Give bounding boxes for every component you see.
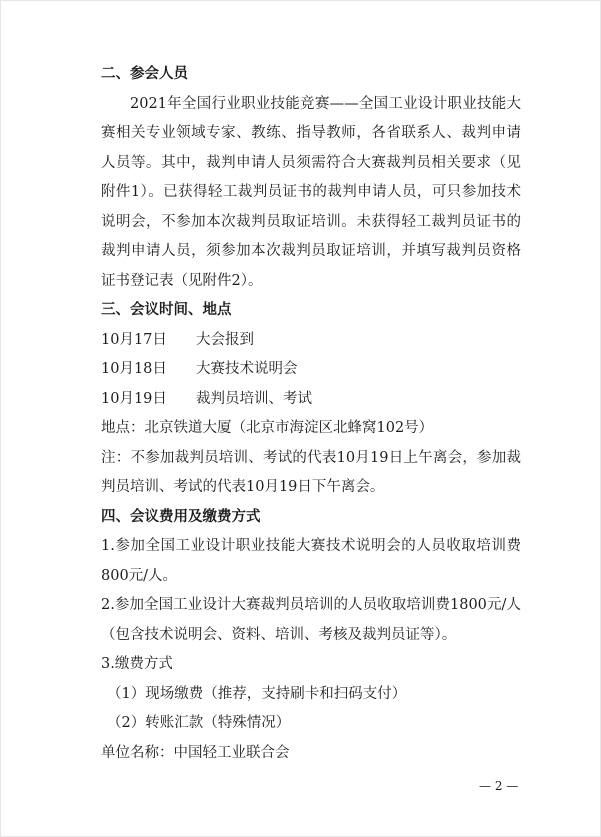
payment-method-transfer: （2）转账汇款（特殊情况） bbox=[107, 715, 291, 731]
schedule-event: 大会报到 bbox=[196, 331, 254, 348]
page-number: — 2 — bbox=[479, 779, 519, 793]
section-heading-time-location: 三、会议时间、地点 bbox=[101, 302, 232, 318]
schedule-row bbox=[101, 385, 521, 415]
page-content bbox=[101, 60, 521, 768]
schedule-event: 大赛技术说明会 bbox=[196, 361, 298, 377]
note-paragraph: 注：不参加裁判员培训、考试的代表10月19日上午离会，参加裁判员培训、考试的代表10月19日下午离会。 bbox=[101, 449, 521, 495]
schedule-row bbox=[101, 355, 521, 385]
schedule-date: 10月17日 bbox=[101, 331, 167, 348]
section-heading-fees: 四、会议费用及缴费方式 bbox=[101, 508, 261, 525]
participants-paragraph: 2021年全国行业职业技能竞赛——全国工业设计职业技能大赛相关专业领域专家、教练、指导教师，各省联系人、裁判申请人员等。其中，裁判申请人员须需符合大赛裁判员相关要求（见附件1）。已获得轻工裁判员证书的裁判申请人员，可只参加技术说明会，不参加本次裁判员取证培训。未获得轻工裁判员证书的裁判申请人员，须参加本次裁判员取证培训，并填写裁判员资格证书登记表（见附件2）。 bbox=[101, 95, 521, 289]
schedule-date: 10月19日 bbox=[101, 390, 167, 407]
section-heading-participants: 二、参会人员 bbox=[101, 66, 188, 82]
location-line: 地点：北京铁道大厦（北京市海淀区北蜂窝102号） bbox=[101, 420, 434, 436]
schedule-date: 10月18日 bbox=[101, 361, 167, 377]
schedule-event: 裁判员培训、考试 bbox=[196, 390, 312, 407]
payment-method-heading: 3.缴费方式 bbox=[101, 656, 173, 672]
payment-method-onsite: （1）现场缴费（推荐，支持刷卡和扫码支付） bbox=[107, 685, 407, 702]
unit-name-line: 单位名称：中国轻工业联合会 bbox=[101, 744, 290, 761]
fee-item-1: 1.参加全国工业设计职业技能大赛技术说明会的人员收取培训费800元/人。 bbox=[101, 538, 521, 584]
schedule-row bbox=[101, 326, 521, 356]
fee-item-2: 2.参加全国工业设计大赛裁判员培训的人员收取培训费1800元/人（包含技术说明会、资料、培训、考核及裁判员证等）。 bbox=[101, 597, 521, 643]
